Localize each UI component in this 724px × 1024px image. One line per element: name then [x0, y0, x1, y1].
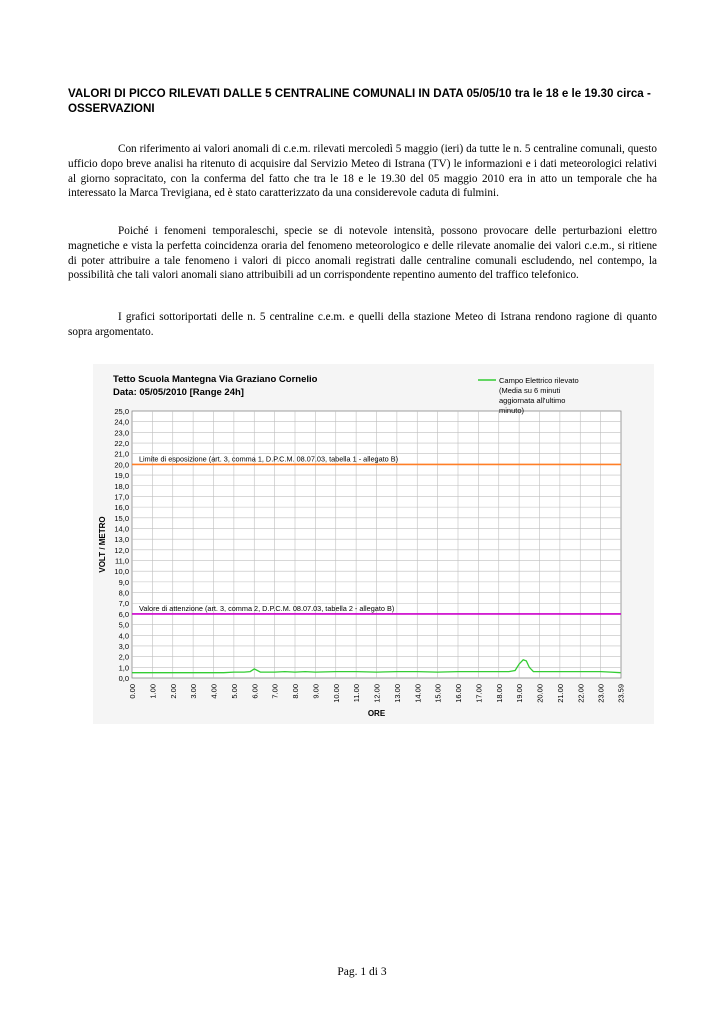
x-tick-label: 4.00 — [209, 684, 219, 699]
y-tick-label: 8,0 — [118, 588, 129, 598]
x-tick-label: 9.00 — [311, 684, 321, 699]
y-tick-label: 5,0 — [118, 620, 129, 630]
x-tick-label: 2.00 — [168, 684, 178, 699]
y-tick-label: 14,0 — [114, 524, 129, 534]
electric-field-chart — [93, 364, 654, 724]
y-tick-label: 15,0 — [114, 513, 129, 523]
x-tick-label: 15.00 — [433, 684, 443, 703]
x-tick-label: 8.00 — [291, 684, 300, 699]
x-tick-label: 22.00 — [576, 684, 586, 703]
x-tick-label: 7.00 — [270, 684, 280, 699]
x-tick-label: 0.00 — [128, 684, 137, 699]
chart-title: Tetto Scuola Mantegna Via Graziano Cornelio — [113, 374, 318, 385]
y-tick-label: 17,0 — [114, 492, 129, 502]
x-tick-label: 10.00 — [331, 684, 341, 703]
paragraph-1: Con riferimento ai valori anomali di c.e.m. rilevati mercoledì 5 maggio (ieri) da tutte le n. 5 centraline comunali, questo ufficio dopo breve analisi ha ritenuto di acquisire dal Servizio Meteo di Istrana (TV) le informazioni e i dati meteorologici relativi al giorno sopracitato, con la conferma del fatto che tra le 18 e le 19.30 del 05 maggio 2010 era in atto un temporale che ha interessato la Marca Trevigiana, ed è stato caratterizzato da una considerevole caduta di fulmini. — [68, 143, 657, 200]
x-tick-label: 23.00 — [596, 684, 606, 703]
exposure-limit-label: Limite di esposizione (art. 3, comma 1, D.P.C.M. 08.07.03, tabella 1 - allegato B) — [139, 454, 399, 464]
y-tick-label: 16,0 — [114, 503, 129, 513]
y-tick-label: 12,0 — [114, 545, 129, 555]
x-tick-label: 14.00 — [413, 684, 423, 703]
x-tick-label: 3.00 — [189, 684, 199, 699]
y-tick-label: 6,0 — [118, 609, 129, 619]
y-tick-label: 10,0 — [114, 567, 129, 577]
x-tick-label: 6.00 — [250, 684, 260, 699]
attention-value-label: Valore di attenzione (art. 3, comma 2, D.P.C.M. 08.07.03, tabella 2 - allegato B) — [139, 603, 395, 613]
y-tick-label: 19,0 — [114, 471, 129, 481]
x-tick-label: 17.00 — [474, 684, 484, 703]
y-tick-label: 9,0 — [118, 577, 129, 587]
x-tick-label: 16.00 — [454, 684, 463, 703]
x-tick-label: 11.00 — [352, 684, 362, 703]
y-tick-label: 21,0 — [114, 449, 129, 459]
legend-label: Campo Elettrico rilevato (Media su 6 minuti aggiornata all'ultimo minuto) — [499, 376, 579, 415]
x-tick-label: 5.00 — [229, 684, 239, 699]
y-tick-label: 25,0 — [114, 407, 129, 416]
x-tick-label: 12.00 — [372, 684, 382, 703]
y-tick-label: 1,0 — [118, 663, 129, 673]
chart-svg — [93, 364, 654, 724]
y-tick-label: 0,0 — [118, 674, 129, 683]
paragraph-3: I grafici sottoriportati delle n. 5 centraline c.e.m. e quelli della stazione Meteo di Istrana rendono ragione di quanto sopra argomentato. — [68, 311, 657, 338]
x-tick-label: 23.59 — [616, 684, 626, 703]
y-tick-label: 7,0 — [118, 599, 129, 609]
chart-subtitle: Data: 05/05/2010 [Range 24h] — [113, 387, 244, 398]
y-tick-label: 4,0 — [118, 631, 129, 641]
x-tick-label: 19.00 — [515, 684, 525, 703]
y-axis-label: VOLT / METRO — [98, 516, 107, 573]
y-tick-label: 18,0 — [114, 481, 129, 491]
y-tick-label: 3,0 — [118, 641, 129, 651]
y-tick-label: 22,0 — [114, 439, 129, 449]
paragraph-2: Poiché i fenomeni temporaleschi, specie se di notevole intensità, possono provocare delle perturbazioni elettro magnetiche e vista la perfetta coincidenza oraria del fenomeno meteorologico e delle rilevate anomalie dei valori c.e.m., si ritiene di poter attribuire a tale fenomeno i valori di picco anomali registrati dalle centraline comunali escludendo, nel contempo, la possibilità che tali valori anomali siano attribuibili ad un corrispondente repentino aumento del traffico telefonico. — [68, 225, 657, 282]
y-tick-label: 13,0 — [114, 535, 129, 545]
document-heading: VALORI DI PICCO RILEVATI DALLE 5 CENTRALINE COMUNALI IN DATA 05/05/10 tra le 18 e le 19.30 circa - OSSERVAZIONI — [68, 87, 651, 115]
x-tick-label: 13.00 — [392, 684, 402, 703]
x-tick-label: 1.00 — [148, 684, 158, 699]
x-tick-label: 18.00 — [494, 684, 504, 703]
x-tick-label: 20.00 — [535, 684, 545, 703]
y-tick-label: 23,0 — [114, 428, 129, 438]
page-number: Pag. 1 di 3 — [337, 966, 387, 978]
x-tick-label: 21.00 — [555, 684, 565, 703]
y-tick-label: 11,0 — [114, 556, 129, 566]
y-tick-label: 24,0 — [114, 417, 129, 427]
y-tick-label: 20,0 — [114, 460, 129, 470]
x-axis-label: ORE — [367, 709, 386, 718]
y-tick-label: 2,0 — [118, 652, 129, 662]
